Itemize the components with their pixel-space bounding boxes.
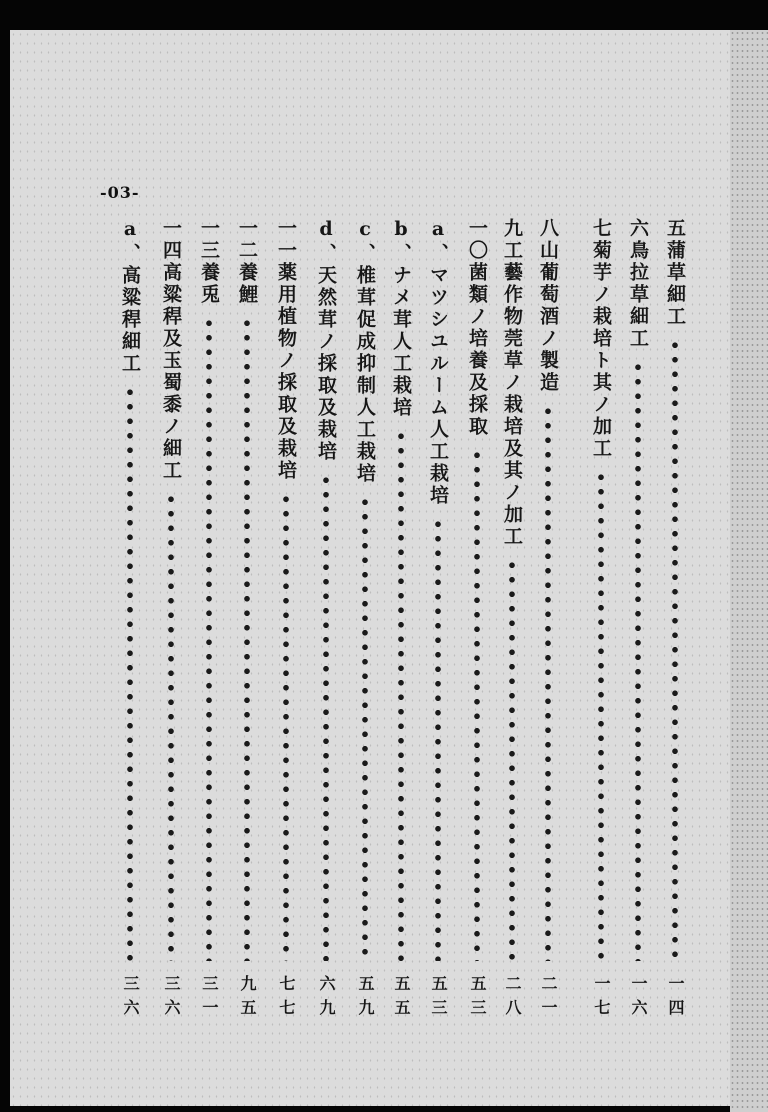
- dot-leader: [397, 429, 405, 961]
- toc-entry-page: 五三: [429, 975, 448, 1023]
- toc-entry-title: 一一薬用植物ノ採取及栽培: [275, 218, 297, 482]
- toc-entry-title: 六鳥拉草細工: [627, 218, 649, 350]
- toc-entry-page: 五九: [356, 975, 375, 1023]
- toc-entry-title: 八山葡萄酒ノ製造: [537, 218, 559, 394]
- toc-entry-title: a、高粱稈細工: [119, 218, 141, 375]
- toc-entry-page: 九五: [238, 975, 257, 1023]
- toc-entry-title: d、天然茸ノ採取及栽培: [315, 218, 337, 463]
- toc-entry-title: c、椎茸促成抑制人工栽培: [354, 218, 376, 485]
- toc-entry-page: 三六: [121, 975, 140, 1023]
- toc-entry-page: 二一: [539, 975, 558, 1023]
- toc-entry-page: 一四: [666, 975, 685, 1023]
- toc-entry-page: 五三: [468, 975, 487, 1023]
- dot-leader: [597, 470, 605, 961]
- page-number: -03-: [100, 183, 140, 202]
- toc-entry-title: 一四高粱稈及玉蜀黍ノ細工: [160, 218, 182, 482]
- toc-entry-page: 三六: [162, 975, 181, 1023]
- toc-entry-page: 一七: [592, 975, 611, 1023]
- dot-leader: [544, 404, 552, 961]
- adjacent-page-edge: [730, 30, 768, 1112]
- toc-entry-title: b、ナメ茸人工栽培: [390, 218, 412, 419]
- toc-entry-title: 一二養鯉: [236, 218, 258, 306]
- dot-leader: [671, 338, 679, 961]
- dot-leader: [634, 360, 642, 961]
- toc-entry-title: 五蒲草細工: [664, 218, 686, 328]
- dot-leader: [167, 492, 175, 961]
- dot-leader: [434, 517, 442, 961]
- toc-entry-page: 二八: [503, 975, 522, 1023]
- dot-leader: [282, 492, 290, 961]
- dot-leader: [361, 495, 369, 961]
- toc-entry-title: 七菊芋ノ栽培ト其ノ加工: [590, 218, 612, 460]
- dot-leader: [322, 473, 330, 961]
- toc-entry-page: 七七: [277, 975, 296, 1023]
- toc-entry-page: 三一: [200, 975, 219, 1023]
- dot-leader: [508, 558, 516, 961]
- dot-leader: [473, 448, 481, 961]
- dot-leader: [243, 316, 251, 961]
- dot-leader: [126, 385, 134, 961]
- toc-entry-title: 九工藝作物莞草ノ栽培及其ノ加工: [501, 218, 523, 548]
- dot-leader: [205, 316, 213, 961]
- toc-entry-title: a、マツシユルーム人工栽培: [427, 218, 449, 507]
- toc-entry-title: 一〇菌類ノ培養及採取: [466, 218, 488, 438]
- toc-entry-page: 五五: [392, 975, 411, 1023]
- toc-entry-title: 一三養兎: [198, 218, 220, 306]
- toc-entry-page: 六九: [317, 975, 336, 1023]
- toc-entry-page: 一六: [629, 975, 648, 1023]
